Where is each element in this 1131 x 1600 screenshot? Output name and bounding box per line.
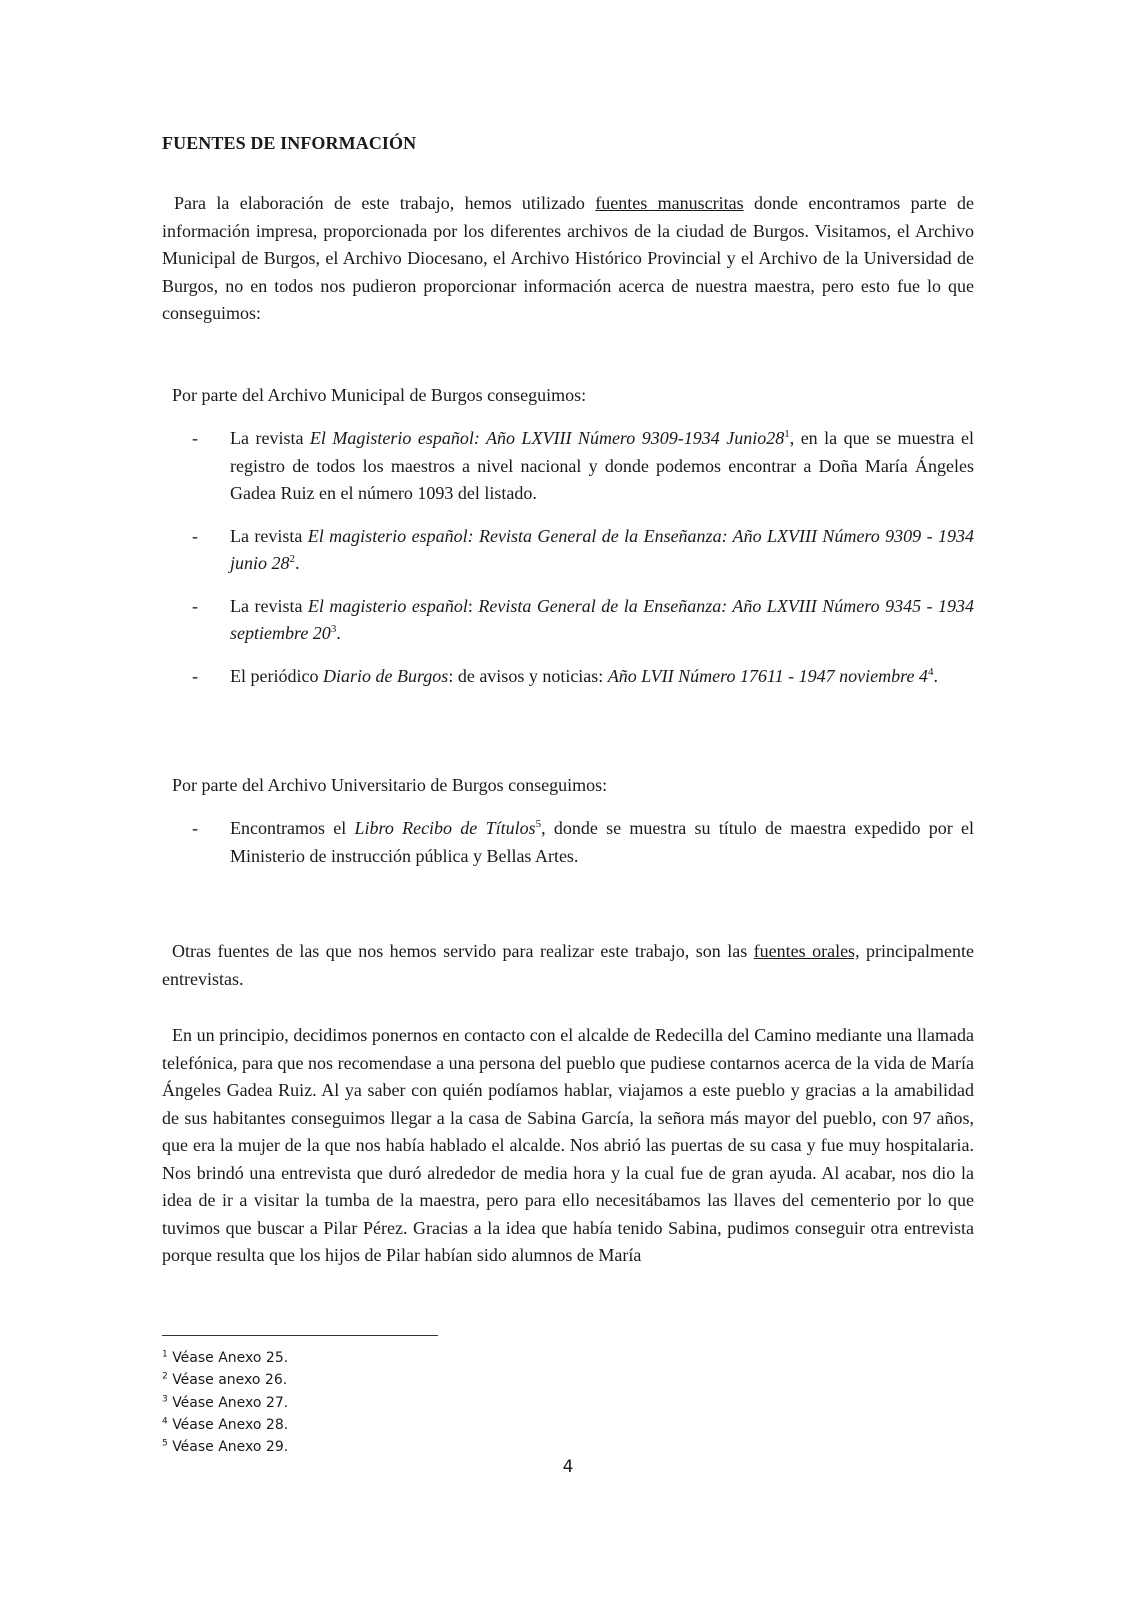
footnote: $^2$ Véase anexo 26. [162,1371,288,1389]
municipal-title: Por parte del Archivo Municipal de Burgos conseguimos: [172,385,587,405]
section-heading: FUENTES DE INFORMACIÓN [162,133,417,153]
footnote: $^4$ Véase Anexo 28. [162,1416,289,1433]
footnote: $^1$ Véase Anexo 25. [162,1349,289,1366]
fuentes-manuscritas-term: fuentes manuscritas [595,193,744,213]
footnotes [162,1347,288,1458]
footnote-divider [162,1335,438,1336]
list-item: - La revista El magisterio español: Revista General de la Enseñanza: Año LXVIII Número 9345 - 1934 septiembre $20^3$. [192,595,975,643]
footnote-ref: 1 [784,428,790,440]
municipal-list [162,425,974,705]
list-item: - La revista El Magisterio español: Año LXVIII Número 9309-1934 $Junio28^1$, en la que se muestra el registro de todos los maestros a nivel nacional y donde podemos encontrar a Doña María Ángeles Gadea Ruiz en el número 1093 del listado. [192,428,975,503]
footnote-ref: 3 [330,623,337,635]
footnote-ref: 2 [289,553,296,565]
page-number: 4 [562,1457,574,1477]
list-item: - El periódico Diario de Burgos: de avisos y noticias: Año LVII Número 17611 - 1947 noviembre $4^4$. [192,665,938,686]
principio-paragraph: En un principio, decidimos ponernos en contacto con el alcalde de Redecilla del Camino mediante una llamada telefónica, para que nos recomendase a una persona del pueblo que pudiese contarnos acerca de la vida de María Ángeles Gadea Ruiz. Al ya saber con quién podíamos hablar, viajamos a este pueblo y gracias a la amabilidad de sus habitantes conseguimos llegar a la casa de Sabina García, la señora más mayor del pueblo, con 97 años, que era la mujer de la que nos había hablado el alcalde. Nos abrió las puertas de su casa y fue muy hospitalaria. Nos brindó una entrevista que duró alrededor de media hora y la cual fue de gran ayuda. Al acabar, nos dio la idea de ir a visitar la tumba de la maestra, pero para ello necesitábamos las llaves del cementerio por lo que tuvimos que buscar a Pilar Pérez. Gracias a la idea que había tenido Sabina, pudimos conseguir otra entrevista porque resulta que los hijos de Pilar habían sido alumnos de María [162,1025,974,1265]
footnote-ref: 5 [535,818,542,830]
fuentes-orales-paragraph: Otras fuentes de las que nos hemos servido para realizar este trabajo, son las fuentes orales, principalmente entrevistas. [162,941,974,989]
intro-paragraph: Para la elaboración de este trabajo, hemos utilizado fuentes manuscritas donde encontramos parte de información impresa, proporcionada por los diferentes archivos de la ciudad de Burgos. Visitamos, el Archivo Municipal de Burgos, el Archivo Diocesano, el Archivo Histórico Provincial y el Archivo de la Universidad de Burgos, no en todos nos pudieron proporcionar información acerca de nuestra maestra, pero esto fue lo que conseguimos: [162,193,975,323]
list-item: - Encontramos el Libro Recibo de Títulos$^5$, donde se muestra su título de maestra expedido por el Ministerio de instrucción pública y Bellas Artes. [192,818,974,866]
footnote: $^5$ Véase Anexo 29. [162,1438,289,1456]
universitario-title: Por parte del Archivo Universitario de Burgos conseguimos: [172,775,608,795]
footnote-ref: 4 [927,665,934,678]
list-item: - La revista El magisterio español: Revista General de la Enseñanza: Año LXVIII Número 9309 - 1934 junio $28^2$. [192,525,974,573]
universitario-list [162,815,974,885]
footnote: $^3$ Véase Anexo 27. [162,1393,289,1411]
fuentes-orales-term: fuentes orales, [753,941,860,961]
